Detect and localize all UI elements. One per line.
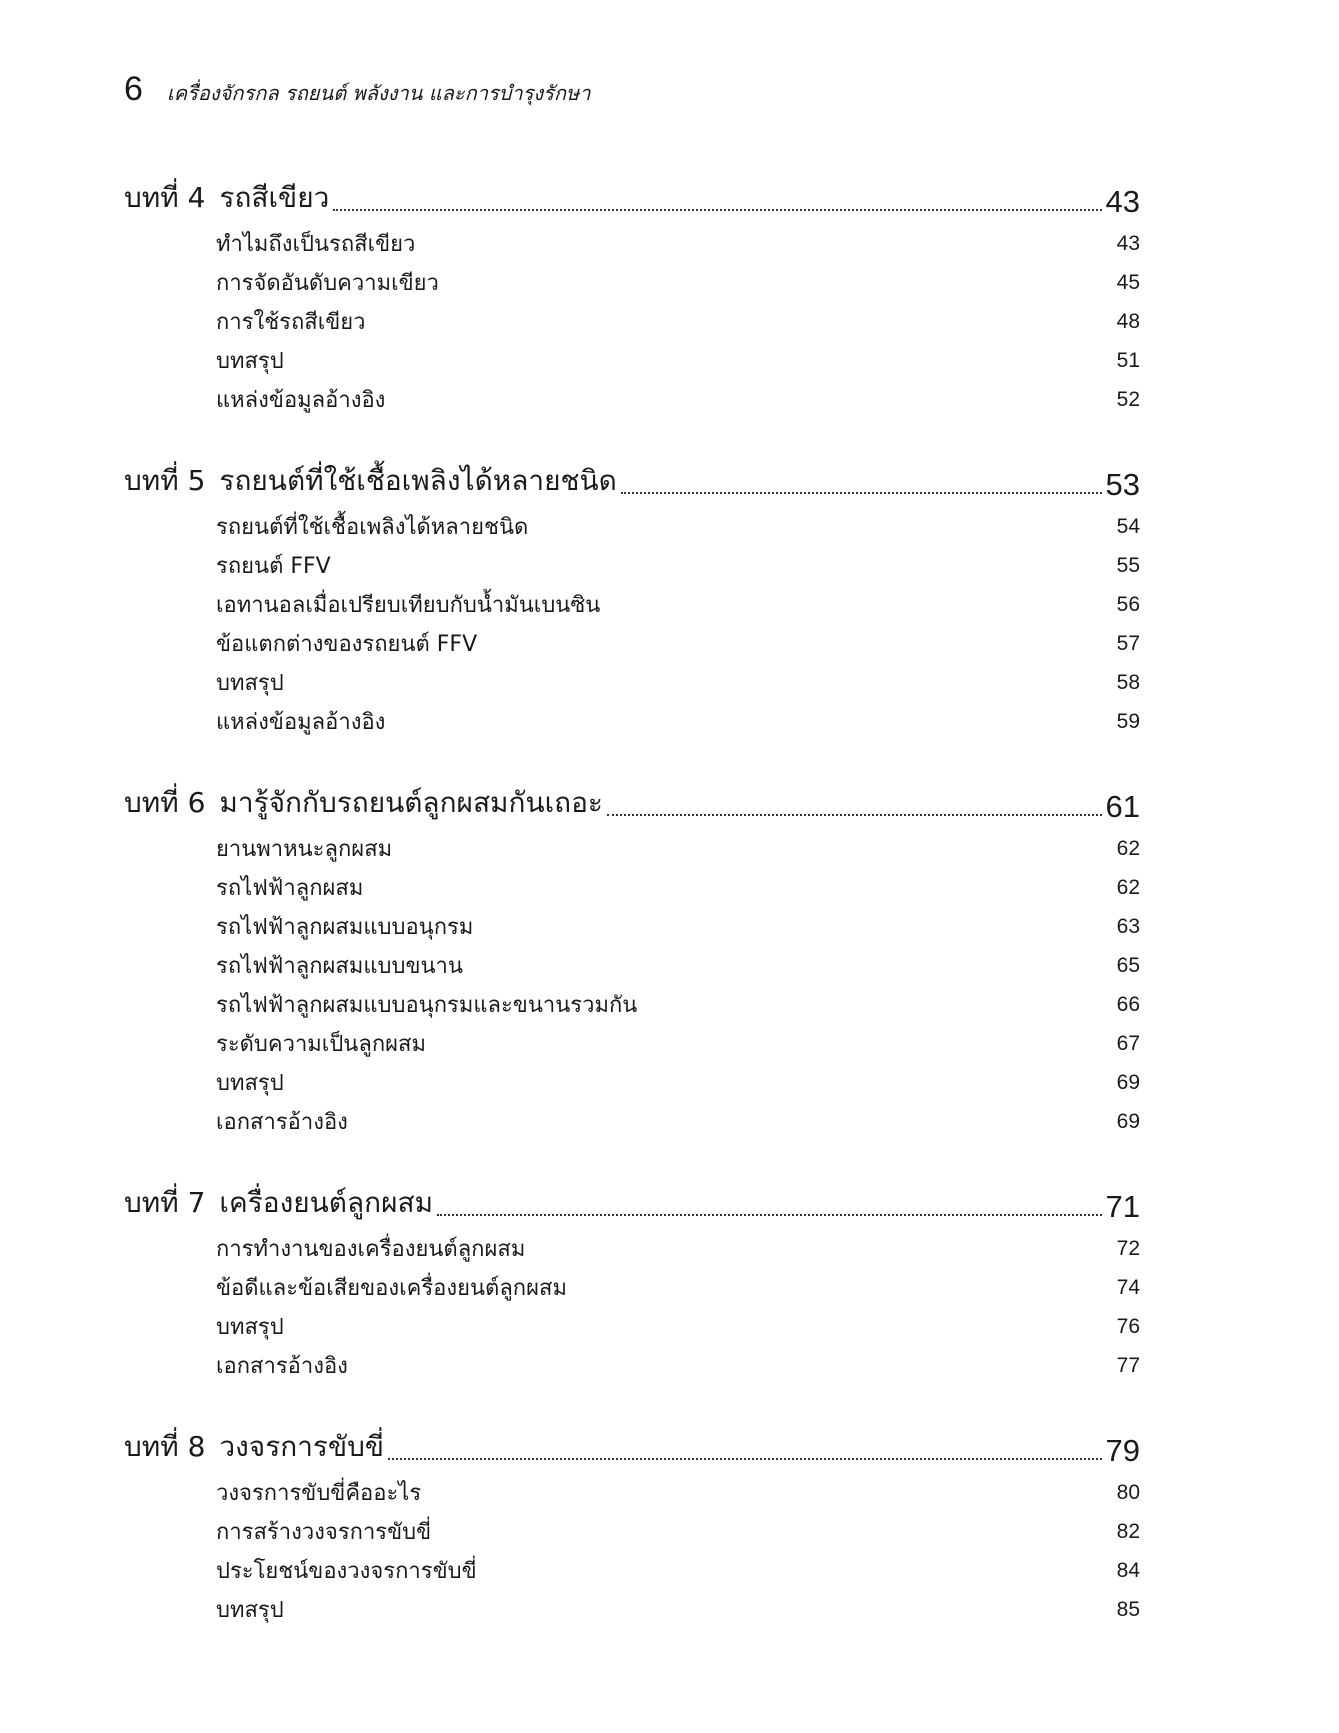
entry-title: รถไฟฟ้าลูกผสม	[216, 876, 364, 901]
toc-entry	[124, 907, 1140, 946]
entry-page-number: 63	[1116, 914, 1140, 938]
entry-page-number: 58	[1116, 670, 1140, 694]
toc-entry	[124, 302, 1140, 341]
entry-title: ทำไมถึงเป็นรถสีเขียว	[216, 232, 416, 257]
running-title: เครื่องจักรกล รถยนต์ พลังงาน และการบำรุงรักษา	[166, 81, 591, 105]
entry-page-number: 43	[1116, 231, 1140, 255]
entry-title: การทำงานของเครื่องยนต์ลูกผสม	[216, 1237, 526, 1262]
entry-title: บทสรุป	[216, 671, 284, 696]
section-list	[124, 507, 1140, 741]
toc-entry	[124, 585, 1140, 624]
dot-leader	[437, 1214, 1101, 1216]
chapter-page-number: 61	[1105, 789, 1140, 824]
toc-entry	[124, 224, 1140, 263]
chapter-title: วงจรการขับขี่	[219, 1430, 385, 1463]
entry-page-number: 45	[1116, 270, 1140, 294]
entry-title: บทสรุป	[216, 1071, 284, 1096]
entry-page-number: 57	[1116, 631, 1140, 655]
toc-entry	[124, 1551, 1140, 1590]
entry-title: เอทานอลเมื่อเปรียบเทียบกับน้ำมันเบนซิน	[216, 593, 601, 618]
toc-entry	[124, 263, 1140, 302]
entry-page-number: 66	[1116, 992, 1140, 1016]
section-list	[124, 829, 1140, 1141]
entry-title: เอกสารอ้างอิง	[216, 1110, 348, 1135]
chapter-label: บทที่ 4	[124, 181, 206, 214]
entry-page-number: 76	[1116, 1314, 1140, 1338]
entry-page-number: 65	[1116, 953, 1140, 977]
entry-title: ข้อแตกต่างของรถยนต์ FFV	[216, 632, 478, 657]
entry-title: วงจรการขับขี่คืออะไร	[216, 1481, 422, 1506]
chapter-label: บทที่ 5	[124, 464, 206, 497]
page-number: 6	[124, 70, 143, 108]
toc-entry	[124, 507, 1140, 546]
entry-title: รถไฟฟ้าลูกผสมแบบขนาน	[216, 954, 463, 979]
toc-entry	[124, 546, 1140, 585]
entry-page-number: 80	[1116, 1480, 1140, 1504]
chapter-section	[124, 455, 1140, 741]
chapter-page-number: 53	[1105, 467, 1140, 502]
entry-page-number: 52	[1116, 387, 1140, 411]
dot-leader	[333, 209, 1101, 211]
chapter-page-number: 71	[1105, 1189, 1140, 1224]
entry-page-number: 59	[1116, 709, 1140, 733]
toc-entry	[124, 1268, 1140, 1307]
chapter-label: บทที่ 8	[124, 1430, 206, 1463]
entry-page-number: 72	[1116, 1236, 1140, 1260]
toc-entry	[124, 1102, 1140, 1141]
entry-title: เอกสารอ้างอิง	[216, 1354, 348, 1379]
dot-leader	[388, 1458, 1102, 1460]
entry-page-number: 62	[1116, 836, 1140, 860]
entry-title: แหล่งข้อมูลอ้างอิง	[216, 388, 386, 413]
section-list	[124, 1473, 1140, 1629]
toc-entry	[124, 624, 1140, 663]
toc-entry	[124, 1512, 1140, 1551]
toc-entry	[124, 829, 1140, 868]
toc-entry	[124, 380, 1140, 419]
chapter-heading	[124, 172, 1140, 220]
entry-title: รถยนต์ FFV	[216, 554, 331, 579]
entry-title: การจัดอันดับความเขียว	[216, 271, 439, 296]
toc-entry	[124, 341, 1140, 380]
section-list	[124, 1229, 1140, 1385]
toc-entry	[124, 702, 1140, 741]
toc-entry	[124, 946, 1140, 985]
entry-title: รถยนต์ที่ใช้เชื้อเพลิงได้หลายชนิด	[216, 515, 529, 540]
page-header	[124, 70, 590, 109]
entry-page-number: 85	[1116, 1597, 1140, 1621]
entry-title: แหล่งข้อมูลอ้างอิง	[216, 710, 386, 735]
entry-page-number: 54	[1116, 514, 1140, 538]
toc-entry	[124, 1346, 1140, 1385]
entry-page-number: 48	[1116, 309, 1140, 333]
toc-entry	[124, 1229, 1140, 1268]
chapter-heading	[124, 455, 1140, 503]
chapter-heading	[124, 1177, 1140, 1225]
section-list	[124, 224, 1140, 419]
chapter-title: มารู้จักกับรถยนต์ลูกผสมกันเถอะ	[219, 786, 603, 819]
entry-title: ข้อดีและข้อเสียของเครื่องยนต์ลูกผสม	[216, 1276, 567, 1301]
entry-title: การสร้างวงจรการขับขี่	[216, 1520, 432, 1545]
entry-page-number: 55	[1116, 553, 1140, 577]
toc-entry	[124, 1063, 1140, 1102]
entry-title: รถไฟฟ้าลูกผสมแบบอนุกรม	[216, 915, 474, 940]
entry-page-number: 62	[1116, 875, 1140, 899]
entry-title: ยานพาหนะลูกผสม	[216, 837, 393, 862]
entry-page-number: 77	[1116, 1353, 1140, 1377]
chapter-section	[124, 1421, 1140, 1629]
entry-title: ระดับความเป็นลูกผสม	[216, 1032, 426, 1057]
chapter-section	[124, 777, 1140, 1141]
chapter-title: รถสีเขียว	[219, 181, 330, 214]
chapter-heading	[124, 777, 1140, 825]
table-of-contents	[124, 172, 1140, 1665]
chapter-title: เครื่องยนต์ลูกผสม	[219, 1186, 434, 1219]
chapter-title: รถยนต์ที่ใช้เชื้อเพลิงได้หลายชนิด	[219, 464, 617, 497]
toc-entry	[124, 1590, 1140, 1629]
entry-title: บทสรุป	[216, 1315, 284, 1340]
chapter-heading	[124, 1421, 1140, 1469]
chapter-label: บทที่ 7	[124, 1186, 206, 1219]
entry-page-number: 67	[1116, 1031, 1140, 1055]
toc-entry	[124, 1307, 1140, 1346]
chapter-section	[124, 1177, 1140, 1385]
toc-entry	[124, 985, 1140, 1024]
toc-entry	[124, 1473, 1140, 1512]
chapter-page-number: 79	[1105, 1433, 1140, 1468]
entry-page-number: 69	[1116, 1070, 1140, 1094]
entry-page-number: 74	[1116, 1275, 1140, 1299]
chapter-label: บทที่ 6	[124, 786, 206, 819]
entry-page-number: 51	[1116, 348, 1140, 372]
entry-title: การใช้รถสีเขียว	[216, 310, 366, 335]
entry-page-number: 69	[1116, 1109, 1140, 1133]
entry-title: บทสรุป	[216, 1598, 284, 1623]
chapter-page-number: 43	[1105, 184, 1140, 219]
entry-page-number: 84	[1116, 1558, 1140, 1582]
entry-title: ประโยชน์ของวงจรการขับขี่	[216, 1559, 477, 1584]
toc-entry	[124, 868, 1140, 907]
entry-title: รถไฟฟ้าลูกผสมแบบอนุกรมและขนานรวมกัน	[216, 993, 638, 1018]
chapter-section	[124, 172, 1140, 419]
dot-leader	[621, 492, 1102, 494]
toc-entry	[124, 1024, 1140, 1063]
entry-page-number: 56	[1116, 592, 1140, 616]
entry-page-number: 82	[1116, 1519, 1140, 1543]
toc-entry	[124, 663, 1140, 702]
entry-title: บทสรุป	[216, 349, 284, 374]
dot-leader	[607, 814, 1102, 816]
